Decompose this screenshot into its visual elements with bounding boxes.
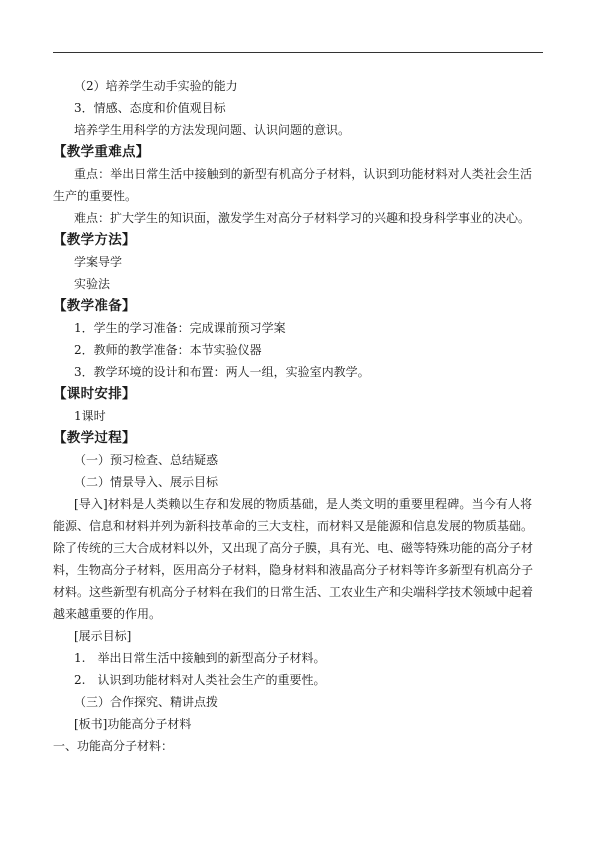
text-line: 难点：扩大学生的知识面，激发学生对高分子材料学习的兴趣和投身科学事业的决心。	[74, 211, 531, 225]
section-heading: 【教学准备】	[53, 298, 136, 314]
header-rule	[53, 52, 543, 53]
text-line: 一、功能高分子材料：	[53, 739, 174, 753]
text-line: [展示目标]	[74, 629, 132, 643]
text-line: （二）情景导入、展示目标	[74, 475, 219, 489]
text-line: 3．教学环境的设计和布置：两人一组，实验室内教学。	[74, 365, 370, 379]
section-heading: 【课时安排】	[53, 386, 136, 402]
text-line: （一）预习检查、总结疑惑	[74, 453, 219, 467]
text-line: 除了传统的三大合成材料以外，又出现了高分子膜，具有光、电、磁等特殊功能的高分子材	[53, 541, 534, 555]
text-line: 学案导学	[74, 255, 123, 269]
text-line: （2）培养学生动手实验的能力	[74, 79, 238, 93]
text-line: 1课时	[74, 409, 106, 423]
section-heading: 【教学过程】	[53, 430, 136, 446]
section-heading: 【教学方法】	[53, 232, 136, 248]
text-line: 实验法	[74, 277, 111, 291]
text-line: 料，生物高分子材料，医用高分子材料，隐身材料和液晶高分子材料等许多新型有机高分子	[53, 563, 534, 577]
text-line: 能源、信息和材料并列为新科技革命的三大支柱，而材料又是能源和信息发展的物质基础。	[53, 519, 534, 533]
text-line: 1．学生的学习准备：完成课前预习学案	[74, 321, 286, 335]
text-line: [板书]功能高分子材料	[74, 717, 192, 731]
section-heading: 【教学重难点】	[53, 144, 150, 160]
text-line: 2. 认识到功能材料对人类社会生产的重要性。	[74, 673, 326, 687]
text-line: 2．教师的教学准备：本节实验仪器	[74, 343, 262, 357]
text-line: 培养学生用科学的方法发现问题、认识问题的意识。	[74, 123, 351, 137]
text-line: 重点：举出日常生活中接触到的新型有机高分子材料，认识到功能材料对人类社会生活	[74, 167, 532, 181]
text-line: 3．情感、态度和价值观目标	[74, 101, 226, 115]
text-line: 材料。这些新型有机高分子材料在我们的日常生活、工农业生产和尖端科学技术领域中起着	[53, 585, 534, 599]
text-line: 生产的重要性。	[53, 189, 138, 203]
text-line: （三）合作探究、精讲点拨	[74, 695, 219, 709]
text-line: 1. 举出日常生活中接触到的新型高分子材料。	[74, 651, 326, 665]
text-line: 越来越重要的作用。	[53, 607, 162, 621]
text-line: [导入]材料是人类赖以生存和发展的物质基础，是人类文明的重要里程碑。当今有人将	[74, 497, 532, 511]
